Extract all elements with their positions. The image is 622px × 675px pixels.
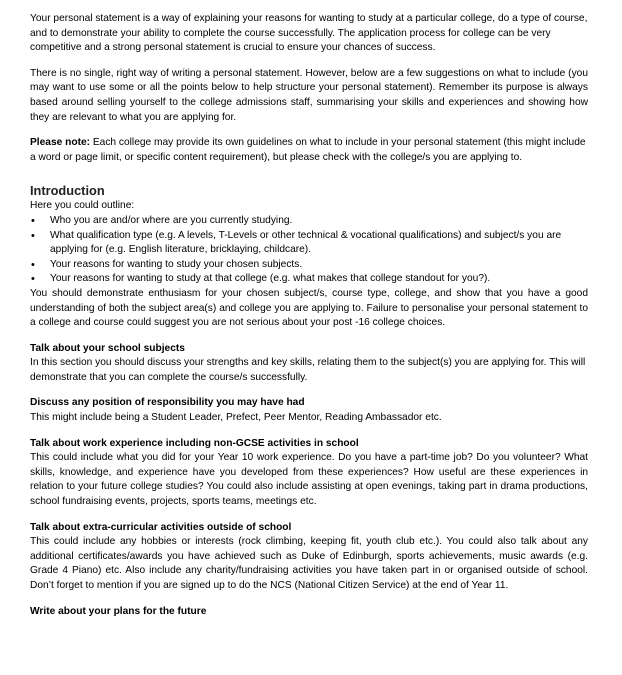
list-item: • Your reasons for wanting to study your chosen subjects. (30, 258, 588, 273)
section-title-school-subjects: Talk about your school subjects (30, 342, 185, 354)
section-title-work-experience: Talk about work experience including non-GCSE activities in school (30, 437, 359, 449)
section-body-work-experience: This could include what you did for your Year 10 work experience. Do you have a part-time job? Do you volunteer? What skills, knowledge, and experience have you developed from these experiences? How useful are these experiences in relation to your future college studies? You could also include assisting at open evenings, taking part in drama productions, school fundraising events, projects, sports teams, meetings etc. (30, 452, 588, 508)
note-paragraph (30, 136, 588, 165)
section-title-responsibility: Discuss any position of responsibility you may have had (30, 397, 305, 409)
list-item: • Who you are and/or where are you currently studying. (30, 214, 588, 229)
introduction-closing: You should demonstrate enthusiasm for your chosen subject/s, course type, college, and show that you have a good understanding of both the subject area(s) and college you are applying to. Failure to personalise your personal statement to a college and course could suggest you are not serious about your post -16 college choices. (30, 287, 588, 329)
document-body (30, 12, 588, 619)
introduction-heading: Introduction (30, 183, 105, 199)
introduction-lead: Here you could outline: (30, 200, 135, 212)
note-text: Each college may provide its own guidelines on what to include in your personal statement (this might include a word or page limit, or specific content requirement), but please check with the college/s you are applying to. (30, 137, 586, 163)
section-body-responsibility: This might include being a Student Leader, Prefect, Peer Mentor, Reading Ambassador etc. (30, 412, 442, 424)
list-item: • What qualification type (e.g. A levels, T-Levels or other technical & vocational qualifications) and subject/s you are applying for (e.g. English literature, bricklaying, childcare). (30, 229, 588, 258)
intro-paragraph-2: There is no single, right way of writing a personal statement. However, below are a few suggestions on what to include (you may want to use some or all the points below to help structure your personal statement). Remember its purpose is always based around selling yourself to the college admissions staff, summarising your skills and experiences and showing how they are relevant to what you are applying for. (30, 67, 588, 123)
section-body-school-subjects: In this section you should discuss your strengths and key skills, relating them to the subject(s) you are applying for. This will demonstrate that you can complete the course/s successfully. (30, 357, 586, 383)
section-title-future-plans: Write about your plans for the future (30, 605, 207, 617)
section-title-extra-curricular: Talk about extra-curricular activities outside of school (30, 521, 292, 533)
section-body-extra-curricular: This could include any hobbies or interests (rock climbing, keeping fit, youth club etc.). You could also talk about any additional certificates/awards you have achieved such as Duke of Edinburgh, sports achievements, music awards (e.g. Grade 4 Piano) etc. Also include any charity/fundraising activities you have taken part in or organised outside of school. Don’t forget to mention if you are signed up to do the NCS (National Citizen Service) at the end of Year 11. (30, 536, 588, 591)
introduction-bullet-list (30, 214, 588, 287)
intro-paragraph-1: Your personal statement is a way of explaining your reasons for wanting to study at a particular college, do a type of course, and to demonstrate your ability to complete the course successfully. The application process for college can be very competitive and a strong personal statement is crucial to ensure your chances of success. (30, 13, 588, 54)
list-item: • Your reasons for wanting to study at that college (e.g. what makes that college standout for you?). (30, 272, 588, 287)
note-label: Please note: (30, 137, 91, 149)
